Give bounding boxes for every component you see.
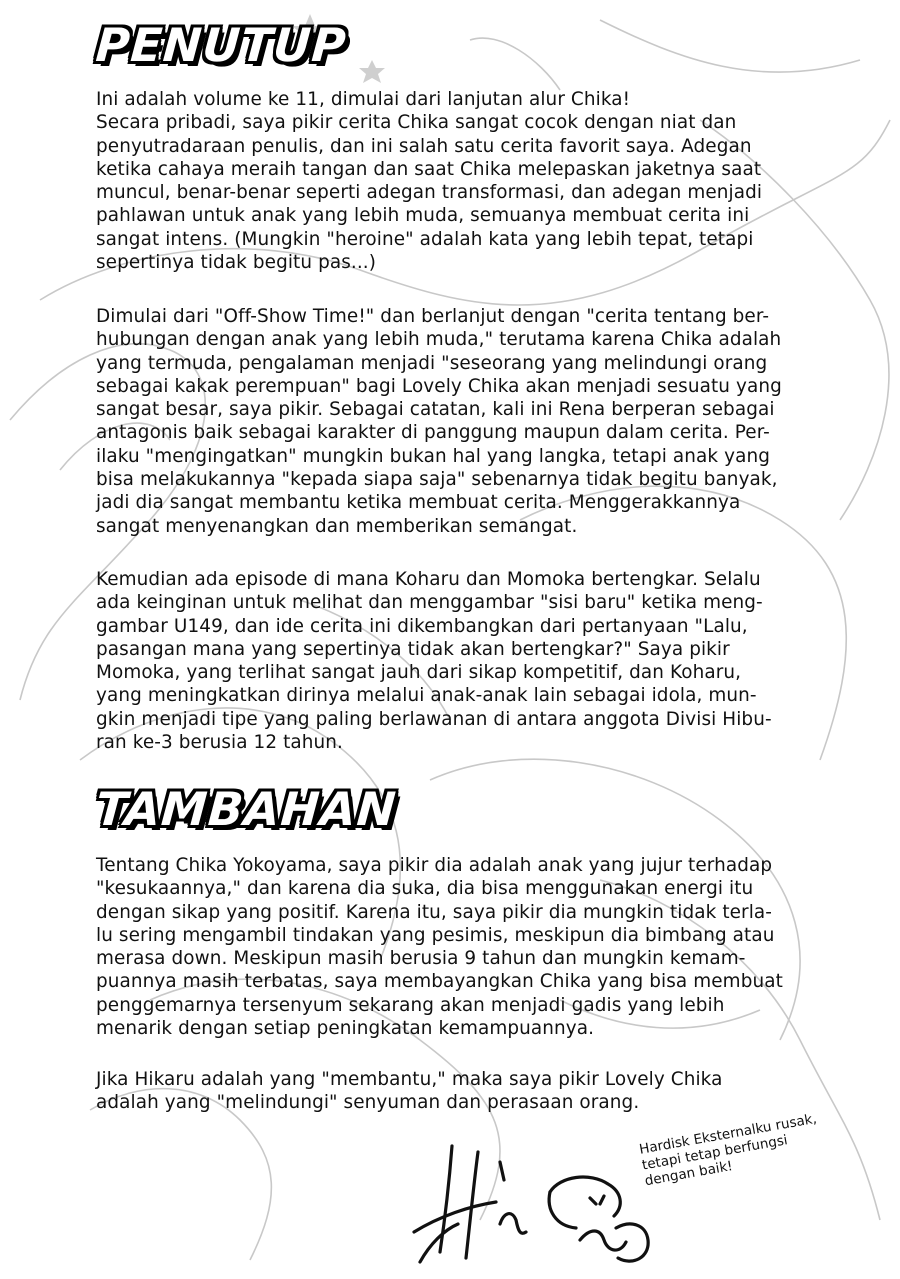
extra-paragraph-2: Jika Hikaru adalah yang "membantu," maka saya pikir Lovely Chika adalah yang "melindungi" senyuman dan perasaan orang. — [96, 1069, 723, 1114]
closing-paragraph-2: Dimulai dari "Off-Show Time!" dan berlanjut dengan "cerita tentang ber- hubungan dengan anak yang lebih muda," terutama karena Chika adalah yang termuda, pengalaman menjadi "seseorang yang melindungi orang sebagai kakak perempuan" bagi Lovely Chika akan menjadi sesuatu yang sangat besar, saya pikir. Sebagai catatan, kali ini Rena berperan sebagai antagonis baik sebagai karakter di panggung maupun dalam cerita. Per- ilaku "mengingatkan" mungkin bukan hal yang langka, tetapi anak yang bisa melakukannya "kepada siapa saja" sebenarnya tidak begitu banyak, jadi dia sangat membantu ketika membuat cerita. Menggerakkannya sangat menyenangkan dan memberikan semangat. — [96, 306, 782, 537]
closing-paragraph-3: Kemudian ada episode di mana Koharu dan Momoka bertengkar. Selalu ada keinginan untuk melihat dan menggambar "sisi baru" ketika meng- gambar U149, dan ide cerita ini dikembangkan dari pertanyaan "Lalu, pasangan mana yang sepertinya tidak akan bertengkar?" Saya pikir Momoka, yang terlihat sangat jauh dari sikap kompetitif, dan Koharu, yang meningkatkan dirinya melalui anak-anak lain sebagai idola, mun- gkin menjadi tipe yang paling berlawanan di antara anggota Divisi Hibu- ran ke-3 berusia 12 tahun. — [96, 569, 772, 754]
penutup-heading: PENUTUP — [94, 18, 349, 72]
author-signature — [400, 1132, 660, 1272]
author-note: Hardisk Eksternalku rusak, tetapi tetap berfungsi dengan baik! — [638, 1110, 818, 1190]
closing-paragraph-1: Ini adalah volume ke 11, dimulai dari lanjutan alur Chika! Secara pribadi, saya pikir cerita Chika sangat cocok dengan niat dan penyutradaraan penulis, dan ini salah satu cerita favorit saya. Adegan ketika cahaya meraih tangan dan saat Chika melepaskan jaketnya saat muncul, benar-benar seperti adegan transformasi, dan adegan menjadi pahlawan untuk anak yang lebih muda, semuanya membuat cerita ini sangat intens. (Mungkin "heroine" adalah kata yang lebih tepat, tetapi sepertinya tidak begitu pas...) — [96, 89, 763, 274]
tambahan-heading: TAMBAHAN — [94, 782, 399, 836]
extra-paragraph-1: Tentang Chika Yokoyama, saya pikir dia adalah anak yang jujur terhadap "kesukaannya," dan karena dia suka, dia bisa menggunakan energi itu dengan sikap yang positif. Karena itu, saya pikir dia mungkin tidak terla- lu sering mengambil tindakan yang pesimis, meskipun dia bimbang atau merasa down. Meskipun masih berusia 9 tahun dan mungkin kemam- puannya masih terbatas, saya membayangkan Chika yang bisa membuat penggemarnya tersenyum sekarang akan menjadi gadis yang lebih menarik dengan setiap peningkatan kemampuannya. — [96, 855, 783, 1040]
